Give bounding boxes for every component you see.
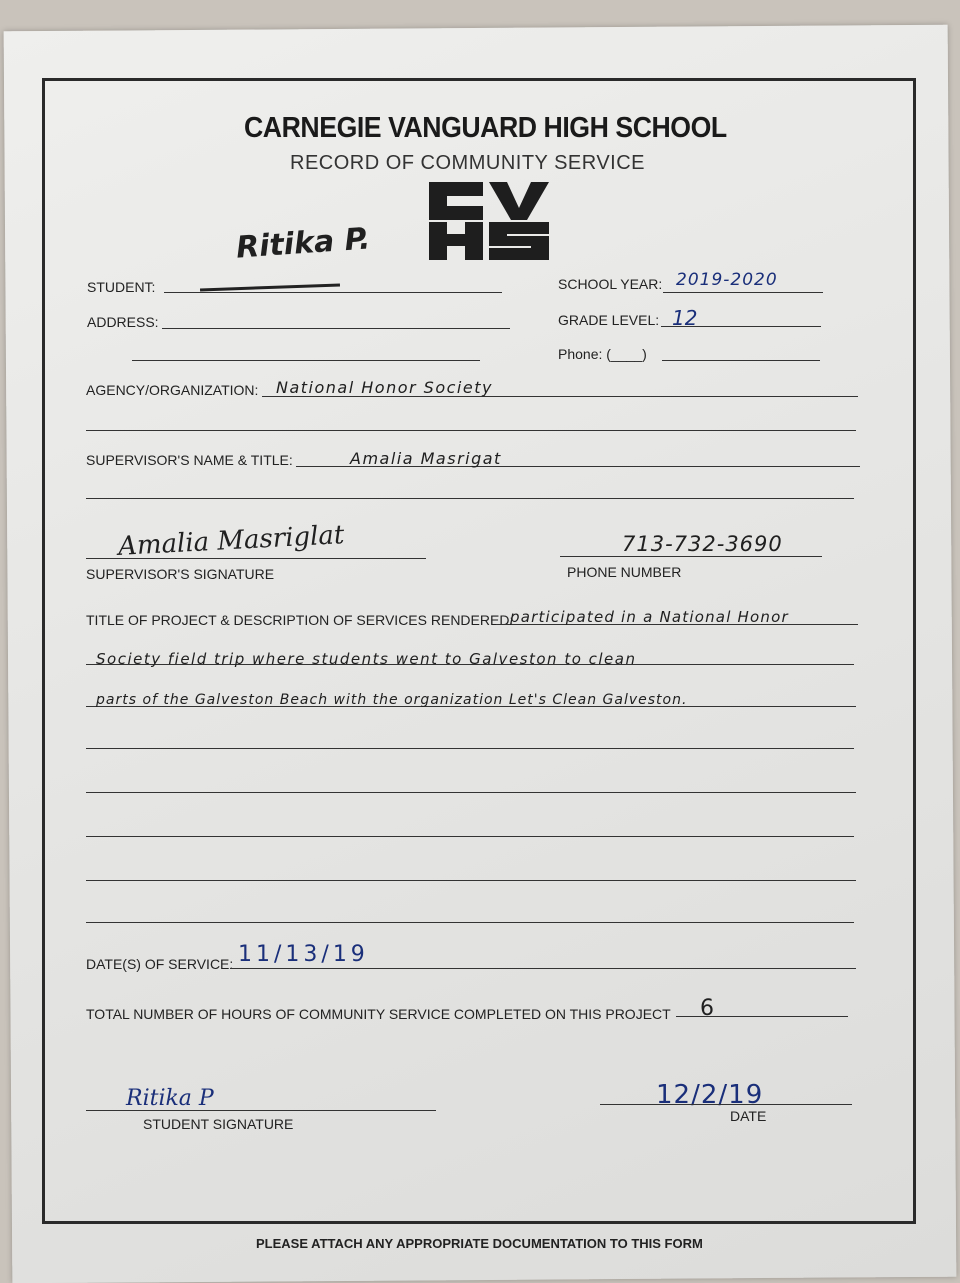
date-line	[600, 1104, 852, 1105]
description-text-3: parts of the Galveston Beach with the organization Let's Clean Galveston.	[96, 692, 688, 708]
school-year-label: SCHOOL YEAR:	[558, 276, 663, 292]
description-line-5	[86, 792, 856, 793]
student-line	[164, 292, 502, 293]
agency-value: National Honor Society	[276, 378, 493, 397]
form-title: RECORD OF COMMUNITY SERVICE	[290, 152, 646, 174]
phone-number-value: 713-732-3690	[622, 532, 783, 556]
student-signature-value: Ritika P	[126, 1086, 214, 1111]
grade-level-value: 12	[672, 306, 698, 330]
address-label: ADDRESS:	[87, 314, 159, 330]
phone-label: Phone: (____)	[558, 346, 647, 362]
supervisor-signature-value: Amalia Masriglat	[117, 520, 346, 562]
date-value: 12/2/19	[656, 1080, 764, 1110]
address-line-2	[132, 360, 480, 361]
student-name-value: Ritika P.	[234, 221, 372, 266]
school-year-line	[663, 292, 823, 293]
description-line-8	[86, 922, 854, 923]
supervisor-signature-line	[86, 558, 426, 559]
description-line-4	[86, 748, 854, 749]
school-year-value: 2019-2020	[676, 270, 778, 290]
description-line-6	[86, 836, 854, 837]
description-text-2: Society field trip where students went to Galveston to clean	[96, 650, 637, 668]
supervisor-signature-label: SUPERVISOR'S SIGNATURE	[86, 566, 275, 582]
student-signature-label: STUDENT SIGNATURE	[143, 1116, 294, 1132]
dates-line	[230, 968, 856, 969]
school-name: CARNEGIE VANGUARD HIGH SCHOOL	[244, 112, 727, 144]
grade-level-label: GRADE LEVEL:	[558, 312, 660, 328]
footer-note: PLEASE ATTACH ANY APPROPRIATE DOCUMENTATION TO THIS FORM	[256, 1236, 703, 1251]
supervisor-line-2	[86, 498, 854, 499]
phone-line	[662, 360, 820, 361]
agency-label: AGENCY/ORGANIZATION:	[86, 382, 259, 398]
student-label: STUDENT:	[87, 279, 156, 295]
address-line-1	[162, 328, 510, 329]
description-text-1: participated in a National Honor	[510, 608, 789, 626]
dates-label: DATE(S) OF SERVICE:	[86, 956, 234, 972]
phone-number-line	[560, 556, 822, 557]
hours-label: TOTAL NUMBER OF HOURS OF COMMUNITY SERVICE COMPLETED ON THIS PROJECT	[86, 1006, 671, 1022]
description-line-7	[86, 880, 856, 881]
agency-line-2	[86, 430, 856, 431]
cvhs-logo-icon	[425, 180, 551, 260]
supervisor-label: SUPERVISOR'S NAME & TITLE:	[86, 452, 293, 468]
hours-value: 6	[700, 996, 714, 1021]
date-label: DATE	[730, 1108, 767, 1124]
description-label: TITLE OF PROJECT & DESCRIPTION OF SERVICES RENDERED:	[86, 612, 514, 628]
student-signature-line	[86, 1110, 436, 1111]
phone-number-label: PHONE NUMBER	[567, 564, 682, 580]
supervisor-value: Amalia Masrigat	[350, 449, 502, 468]
dates-value: 11/13/19	[238, 942, 369, 967]
